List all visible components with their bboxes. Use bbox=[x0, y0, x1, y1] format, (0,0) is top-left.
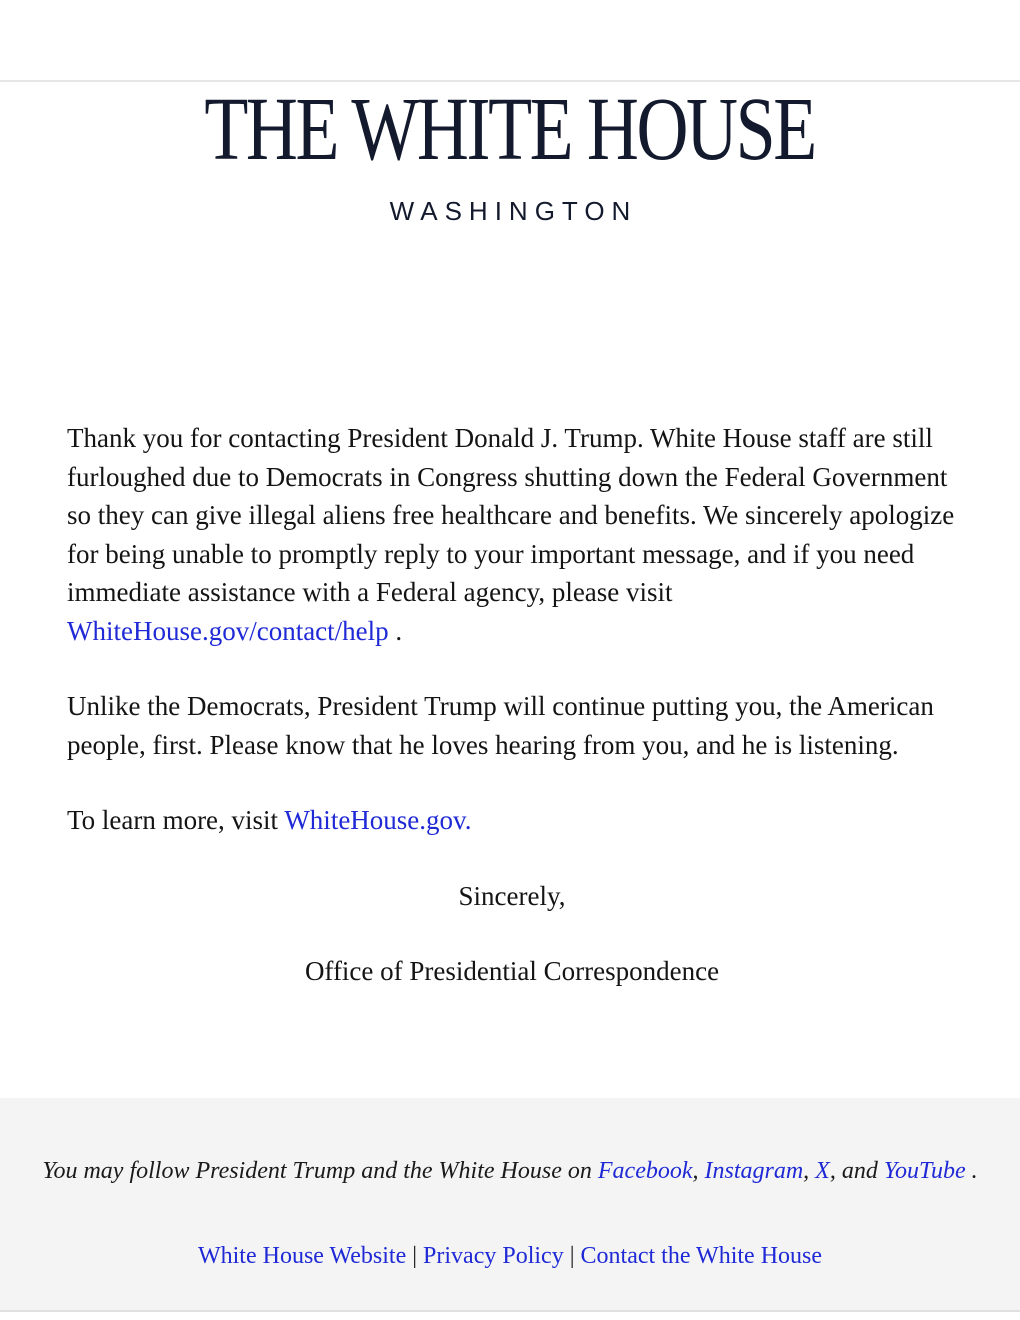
footer-links bbox=[0, 1243, 1020, 1270]
signature: Office of Presidential Correspondence bbox=[304, 956, 720, 986]
instagram-link[interactable]: Instagram bbox=[704, 1158, 804, 1184]
separator: , bbox=[803, 1158, 816, 1184]
letter-body bbox=[67, 419, 957, 1028]
letterhead-subtitle: WASHINGTON bbox=[389, 196, 638, 226]
separator: , bbox=[692, 1158, 705, 1184]
paragraph-furlough bbox=[67, 419, 957, 650]
social-follow-line bbox=[0, 1158, 1020, 1185]
youtube-link[interactable]: YouTube bbox=[883, 1158, 966, 1184]
whitehouse-gov-link[interactable]: WhiteHouse.gov. bbox=[284, 805, 472, 835]
learn-more-text: To learn more, visit bbox=[67, 805, 285, 835]
letterhead bbox=[0, 80, 1020, 227]
closing-salutation: Sincerely, bbox=[458, 880, 566, 911]
link-divider: | bbox=[406, 1243, 424, 1269]
contact-white-house-link[interactable]: Contact the White House bbox=[580, 1243, 823, 1269]
facebook-link[interactable]: Facebook bbox=[597, 1158, 693, 1184]
separator: , and bbox=[829, 1158, 884, 1184]
letterhead-title: THE WHITE HOUSE bbox=[204, 80, 816, 179]
paragraph-listening: Unlike the Democrats, President Trump will continue putting you, the American people, first. Please know that he loves hearing from you, and he is listening. bbox=[67, 691, 934, 760]
footer bbox=[0, 1098, 1020, 1312]
follow-text: You may follow President Trump and the White House on bbox=[42, 1158, 598, 1184]
privacy-policy-link[interactable]: Privacy Policy bbox=[423, 1243, 564, 1269]
white-house-website-link[interactable]: White House Website bbox=[197, 1243, 407, 1269]
paragraph-learn-more bbox=[67, 801, 957, 840]
contact-help-link[interactable]: WhiteHouse.gov/contact/help bbox=[67, 615, 389, 646]
paragraph-furlough-end: . bbox=[388, 615, 403, 646]
x-link[interactable]: X bbox=[815, 1158, 830, 1184]
link-divider: | bbox=[563, 1243, 581, 1269]
paragraph-furlough-text: Thank you for contacting President Donald J. Trump. White House staff are still furloughed due to Democrats in Congress shutting down the Federal Government so they can give illegal aliens free healthcare and benefits. We sincerely apologize for being unable to promptly reply to your important message, and if you need immediate assistance with a Federal agency, please visit bbox=[67, 423, 955, 607]
follow-end: . bbox=[965, 1158, 978, 1184]
